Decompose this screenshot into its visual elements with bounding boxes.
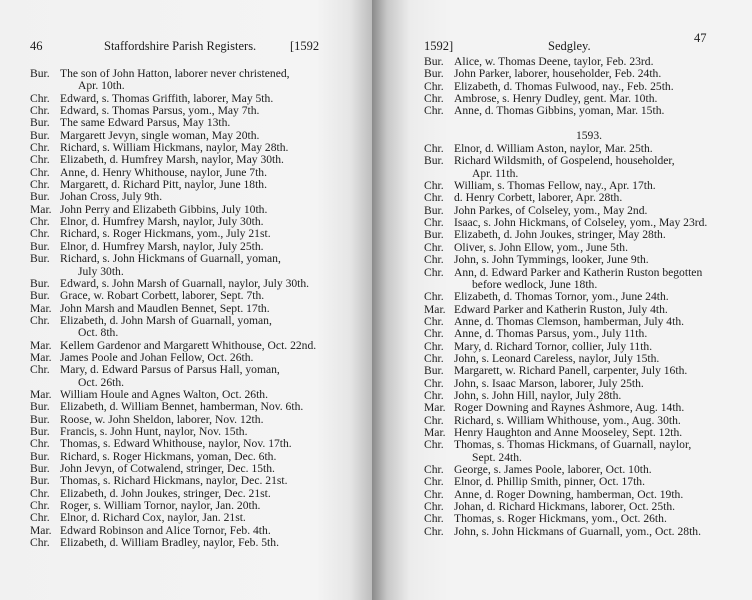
entry-line: Elizabeth, d. William Bennet, hamberman, Nov. 6th. — [60, 400, 304, 414]
register-entry — [30, 154, 360, 166]
entry-type-code: Chr. — [424, 487, 444, 501]
entry-type-code: Bur. — [30, 252, 50, 266]
entry-line: Margarett Jevyn, single woman, May 20th. — [60, 128, 260, 142]
left-page — [0, 0, 372, 600]
entry-text — [454, 254, 744, 266]
entry-type-code: Chr. — [424, 339, 444, 353]
entry-line: Richard, s. Roger Hickmans, yom., July 21st. — [60, 227, 271, 241]
entry-type-code: Chr. — [30, 141, 50, 155]
entry-text — [454, 267, 744, 292]
entry-continuation-line: before wedlock, June 18th. — [472, 277, 598, 291]
entry-line: Elnor, d. Humfrey Marsh, naylor, July 30th. — [60, 215, 264, 229]
entry-continuation-line: Apr. 10th. — [78, 79, 125, 93]
entry-type-code: Chr. — [30, 227, 50, 241]
entry-text — [454, 68, 744, 80]
entry-type-code: Chr. — [424, 413, 444, 427]
entry-line: Edward, s. John Marsh of Guarnall, naylor, July 30th. — [60, 276, 310, 290]
right-register-entries — [424, 56, 744, 538]
entry-type-code: Chr. — [424, 265, 444, 279]
entry-text — [454, 365, 744, 377]
right-year-bracket: 1592] — [424, 39, 454, 53]
entry-type-code: Chr. — [424, 290, 444, 304]
register-entry — [30, 191, 360, 203]
entry-text — [454, 402, 744, 414]
entry-line: Roger Downing and Raynes Ashmore, Aug. 14th. — [454, 401, 685, 415]
register-entry — [424, 267, 744, 292]
entry-type-code: Chr. — [424, 216, 444, 230]
register-entry — [424, 513, 744, 525]
entry-line: Henry Haughton and Anne Mooseley, Sept. 12th. — [454, 425, 683, 439]
entry-type-code: Mar. — [30, 350, 52, 364]
entry-text — [60, 364, 360, 389]
entry-type-code: Chr. — [424, 376, 444, 390]
register-entry — [424, 402, 744, 414]
entry-line: Roger, s. William Tornor, naylor, Jan. 20th. — [60, 499, 261, 513]
entry-line: Anne, d. Thomas Clemson, hamberman, July 4th. — [454, 314, 685, 328]
entry-line: Grace, w. Robart Corbett, laborer, Sept. 7th. — [60, 289, 265, 303]
register-entry — [30, 117, 360, 129]
register-entry — [30, 253, 360, 278]
entry-line: Richard Wildsmith, of Gospelend, householder, — [454, 154, 675, 168]
entry-line: Anne, d. Henry Whithouse, naylor, June 7th. — [60, 165, 268, 179]
entry-text — [60, 191, 360, 203]
entry-type-code: Bur. — [30, 276, 50, 290]
entry-text — [60, 537, 360, 549]
entry-line: Elnor, d. Richard Cox, naylor, Jan. 21st. — [60, 511, 246, 525]
entry-type-code: Chr. — [424, 179, 444, 193]
entry-line: Ambrose, s. Henry Dudley, gent. Mar. 10th. — [454, 92, 658, 106]
entry-line: Oliver, s. John Ellow, yom., June 5th. — [454, 240, 628, 254]
entry-type-code: Chr. — [30, 153, 50, 167]
entry-type-code: Chr. — [424, 314, 444, 328]
entry-line: John Parker, laborer, householder, Feb. 24th. — [454, 67, 662, 81]
entry-type-code: Chr. — [424, 500, 444, 514]
left-register-entries — [30, 68, 360, 549]
entry-text — [454, 328, 744, 340]
entry-text — [60, 68, 360, 93]
entry-line: John, s. Isaac Marson, laborer, July 25th. — [454, 376, 644, 390]
entry-type-code: Chr. — [30, 91, 50, 105]
entry-type-code: Chr. — [424, 240, 444, 254]
register-entry — [30, 438, 360, 450]
entry-line: Thomas, s. Richard Hickmans, naylor, Dec. 21st. — [60, 474, 288, 488]
entry-line: Margarett, d. Richard Pitt, naylor, June 18th. — [60, 178, 268, 192]
register-entry — [30, 475, 360, 487]
entry-text — [60, 401, 360, 413]
register-entry — [30, 315, 360, 340]
entry-type-code: Chr. — [30, 363, 50, 377]
entry-type-code: Bur. — [424, 154, 444, 168]
entry-line: Richard, s. John Hickmans of Guarnall, yoman, — [60, 252, 281, 266]
entry-line: Anne, d. Thomas Gibbins, yoman, Mar. 15th. — [454, 104, 665, 118]
entry-line: Anne, d. Thomas Parsus, yom., July 11th. — [454, 327, 648, 341]
entry-line: Alice, w. Thomas Deene, taylor, Feb. 23rd. — [454, 55, 654, 68]
entry-line: Edward, s. Thomas Parsus, yom., May 7th. — [60, 104, 260, 118]
entry-type-code: Chr. — [30, 165, 50, 179]
entry-type-code: Chr. — [424, 104, 444, 118]
entry-text — [60, 438, 360, 450]
entry-type-code: Bur. — [424, 203, 444, 217]
entry-type-code: Mar. — [30, 338, 52, 352]
entry-type-code: Chr. — [30, 486, 50, 500]
entry-type-code: Bur. — [30, 67, 50, 80]
entry-type-code: Bur. — [424, 364, 444, 378]
entry-type-code: Bur. — [30, 289, 50, 303]
entry-text — [60, 253, 360, 278]
entry-text — [454, 526, 744, 538]
entry-type-code: Chr. — [424, 463, 444, 476]
entry-type-code: Chr. — [30, 437, 50, 451]
entry-text — [60, 228, 360, 240]
register-entry — [424, 328, 744, 340]
entry-line: Thomas, s. Thomas Hickmans, of Guarnall, naylor, — [454, 438, 692, 452]
entry-line: Edward Robinson and Alice Tornor, Feb. 4th. — [60, 523, 271, 537]
register-entry — [424, 439, 744, 464]
entry-line: Roose, w. John Sheldon, laborer, Nov. 12th. — [60, 412, 264, 426]
entry-line: Elizabeth, d. John Joukes, stringer, Dec. 21st. — [60, 486, 271, 500]
entry-type-code: Bur. — [30, 128, 50, 142]
entry-type-code: Bur. — [30, 239, 50, 253]
entry-text — [60, 117, 360, 129]
entry-line: Edward, s. Thomas Griffith, laborer, May 5th. — [60, 91, 274, 105]
entry-type-code: Chr. — [424, 191, 444, 205]
entry-type-code: Chr. — [424, 388, 444, 402]
entry-text — [60, 154, 360, 166]
entry-line: Thomas, s. Edward Whithouse, naylor, Nov. 17th. — [60, 437, 292, 451]
register-entry — [30, 68, 360, 93]
entry-text — [60, 475, 360, 487]
entry-line: d. Henry Corbett, laborer, Apr. 28th. — [454, 191, 623, 205]
year-heading: 1593. — [575, 128, 603, 142]
entry-type-code: Bur. — [424, 67, 444, 81]
entry-type-code: Bur. — [30, 190, 50, 204]
right-running-title: Sedgley. — [548, 39, 591, 53]
entry-type-code: Mar. — [30, 523, 52, 537]
entry-text — [454, 105, 744, 117]
register-entry — [424, 105, 744, 117]
entry-line: Elizabeth, d. Humfrey Marsh, naylor, May 30th. — [60, 153, 284, 167]
entry-type-code: Chr. — [424, 351, 444, 365]
entry-type-code: Chr. — [424, 524, 444, 538]
entry-type-code: Mar. — [30, 387, 52, 401]
entry-line: William, s. Thomas Fellow, nay., Apr. 17th. — [454, 179, 656, 193]
entry-continuation-line: July 30th. — [78, 264, 124, 278]
entry-line: Mary, d. Richard Tornor, collier, July 11th. — [454, 339, 653, 353]
entry-type-code: Mar. — [30, 202, 52, 216]
entry-line: Johan, d. Richard Hickmans, laborer, Oct. 25th. — [454, 500, 676, 514]
entry-line: John, s. John Tymmings, looker, June 9th. — [454, 253, 649, 267]
entry-line: James Poole and Johan Fellow, Oct. 26th. — [60, 350, 254, 364]
entry-type-code: Chr. — [424, 475, 444, 489]
register-entry — [424, 155, 744, 180]
register-entry — [424, 476, 744, 488]
entry-line: Isaac, s. John Hickmans, of Colseley, yom., May 23rd. — [454, 216, 708, 230]
entry-line: Thomas, s. Roger Hickmans, yom., Oct. 26th. — [454, 512, 667, 526]
entry-type-code: Chr. — [424, 438, 444, 452]
entry-line: Elizabeth, d. Thomas Fulwood, nay., Feb. 25th. — [454, 79, 674, 93]
entry-line: John Jevyn, of Cotwalend, stringer, Dec. 15th. — [60, 462, 275, 475]
entry-type-code: Bur. — [30, 449, 50, 463]
entry-text — [60, 315, 360, 340]
entries-1592 — [424, 56, 744, 118]
entry-line: John, s. Leonard Careless, naylor, July 15th. — [454, 351, 660, 365]
entry-text — [454, 291, 744, 303]
entry-type-code: Bur. — [30, 462, 50, 475]
entry-type-code: Chr. — [30, 104, 50, 118]
register-entry — [424, 254, 744, 266]
entry-line: John, s. John Hill, naylor, July 28th. — [454, 388, 622, 402]
entry-text — [454, 439, 744, 464]
entry-continuation-line: Oct. 8th. — [78, 326, 119, 340]
register-entry — [424, 192, 744, 204]
entry-type-code: Mar. — [424, 401, 446, 415]
entry-line: Elizabeth, d. John Joukes, stringer, May 28th. — [454, 228, 666, 242]
right-page — [372, 0, 752, 600]
entry-type-code: Bur. — [30, 412, 50, 426]
entry-text — [60, 512, 360, 524]
entry-type-code: Bur. — [30, 424, 50, 438]
entry-type-code: Bur. — [30, 116, 50, 130]
entry-line: Margarett, w. Richard Panell, carpenter, July 16th. — [454, 364, 688, 378]
entry-line: The same Edward Parsus, May 13th. — [60, 116, 231, 130]
entry-type-code: Chr. — [30, 536, 50, 550]
entry-line: Elnor, d. Phillip Smith, pinner, Oct. 17th. — [454, 475, 646, 489]
register-entry — [30, 228, 360, 240]
entry-text — [60, 290, 360, 302]
left-page-number: 46 — [30, 39, 43, 53]
entry-line: John Perry and Elizabeth Gibbins, July 10th. — [60, 202, 268, 216]
register-entry — [30, 364, 360, 389]
entry-continuation-line: Oct. 26th. — [78, 375, 125, 389]
register-entry — [424, 291, 744, 303]
entry-type-code: Chr. — [424, 327, 444, 341]
entry-line: Edward Parker and Katherin Ruston, July 4th. — [454, 302, 668, 316]
entry-line: Anne, d. Roger Downing, hamberman, Oct. 19th. — [454, 487, 684, 501]
entry-continuation-line: Apr. 11th. — [472, 166, 519, 180]
entry-line: Elnor, d. Humfrey Marsh, naylor, July 25th. — [60, 239, 264, 253]
entry-line: The son of John Hatton, laborer never christened, — [60, 67, 290, 80]
register-entry — [30, 290, 360, 302]
spacer — [424, 118, 744, 128]
entry-type-code: Chr. — [424, 253, 444, 267]
left-running-title: Staffordshire Parish Registers. — [104, 39, 257, 53]
entries-1593 — [424, 143, 744, 538]
entry-type-code: Chr. — [30, 178, 50, 192]
entry-type-code: Mar. — [424, 425, 446, 439]
entry-line: Elizabeth, d. John Marsh of Guarnall, yoman, — [60, 313, 272, 327]
entry-type-code: Chr. — [424, 142, 444, 156]
entry-line: John Parkes, of Colseley, yom., May 2nd. — [454, 203, 648, 217]
entry-line: Richard, s. William Hickmans, naylor, May 28th. — [60, 141, 289, 155]
entry-line: Elnor, d. William Aston, naylor, Mar. 25th. — [454, 142, 653, 156]
right-page-number: 47 — [694, 31, 707, 45]
entry-type-code: Chr. — [30, 215, 50, 229]
entry-type-code: Chr. — [30, 313, 50, 327]
entry-text — [454, 513, 744, 525]
register-entry — [424, 365, 744, 377]
entry-line: John, s. John Hickmans of Guarnall, yom., Oct. 28th. — [454, 524, 701, 538]
entry-line: William Houle and Agnes Walton, Oct. 26th. — [60, 387, 269, 401]
entry-type-code: Bur. — [30, 400, 50, 414]
register-entry — [30, 537, 360, 549]
entry-text — [454, 476, 744, 488]
entry-line: Mary, d. Edward Parsus of Parsus Hall, yoman, — [60, 363, 280, 377]
entry-line: Elizabeth, d. Thomas Tornor, yom., June 24th. — [454, 290, 669, 304]
register-entry — [30, 512, 360, 524]
entry-line: Elizabeth, d. William Bradley, naylor, Feb. 5th. — [60, 536, 279, 550]
entry-type-code: Mar. — [30, 301, 52, 315]
entry-type-code: Bur. — [424, 55, 444, 68]
entry-type-code: Chr. — [424, 512, 444, 526]
entry-type-code: Mar. — [424, 302, 446, 316]
entry-line: Ann, d. Edward Parker and Katherin Ruston begotten — [454, 265, 703, 279]
left-year-bracket: [1592 — [290, 39, 320, 53]
entry-line: Richard, s. William Whithouse, yom., Aug. 30th. — [454, 413, 681, 427]
entry-type-code: Chr. — [424, 79, 444, 93]
entry-text — [454, 192, 744, 204]
entry-text — [454, 155, 744, 180]
entry-line: John Marsh and Maudlen Bennet, Sept. 17th. — [60, 301, 270, 315]
entry-type-code: Bur. — [424, 228, 444, 242]
register-entry — [424, 229, 744, 241]
entry-continuation-line: Sept. 24th. — [472, 450, 522, 464]
entry-text — [454, 229, 744, 241]
entry-line: Francis, s. John Hunt, naylor, Nov. 15th. — [60, 424, 248, 438]
entry-line: Johan Cross, July 9th. — [60, 190, 163, 204]
register-entry — [424, 526, 744, 538]
entry-type-code: Chr. — [424, 92, 444, 106]
entry-line: Richard, s. Roger Hickmans, yoman, Dec. 6th. — [60, 449, 277, 463]
entry-line: George, s. James Poole, laborer, Oct. 10th. — [454, 463, 652, 476]
entry-type-code: Chr. — [30, 499, 50, 513]
entry-line: Kellem Gardenor and Margarett Whithouse, Oct. 22nd. — [60, 338, 317, 352]
entry-type-code: Chr. — [30, 511, 50, 525]
register-entry — [424, 68, 744, 80]
register-entry — [30, 401, 360, 413]
entry-type-code: Bur. — [30, 474, 50, 488]
